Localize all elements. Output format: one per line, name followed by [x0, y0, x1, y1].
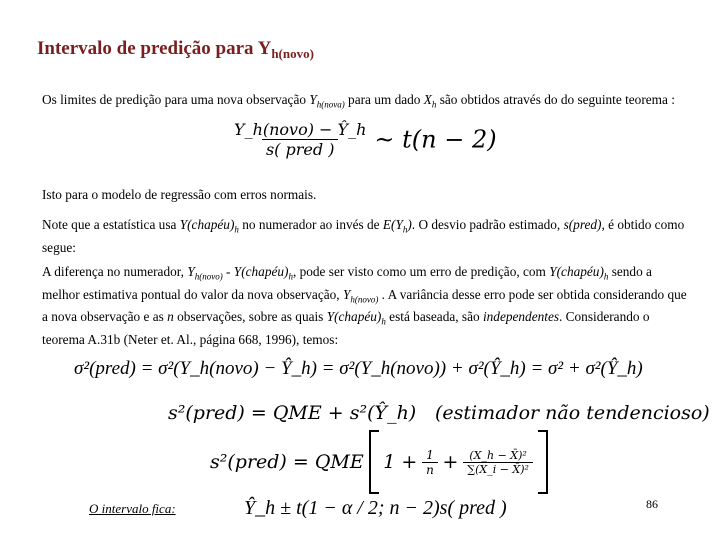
var-x: X: [423, 92, 432, 107]
var-sub: h(novo): [350, 294, 379, 305]
var-sub: h: [381, 316, 386, 327]
var-sub: h(nova): [316, 99, 345, 110]
spred-one-over-n: [422, 448, 438, 477]
var-y: Y: [342, 286, 351, 302]
var-eyh: E(Y: [382, 217, 403, 232]
text: . O desvio padrão estimado,: [411, 217, 564, 232]
text: . Considerando o teorema A.31b (Neter et. Al., página 668, 1996), temos:: [42, 309, 650, 347]
var-spred: s(pred): [563, 217, 602, 232]
fraction-numerator: (X_h − X̄)²: [469, 448, 527, 462]
spred-one: 1 +: [383, 451, 418, 473]
var-sub: h: [431, 99, 437, 110]
paragraph-note: [42, 216, 687, 256]
text: . A variância desse erro pode ser obtida considerando que a nova observação e as: [42, 286, 687, 325]
title-main: Intervalo de predição para Y: [37, 38, 272, 59]
var-yhat: Y(chapéu): [179, 217, 235, 232]
text: -: [222, 264, 234, 279]
text: Os limites de predição para uma nova observação: [42, 92, 310, 107]
paragraph-variance: [42, 263, 687, 348]
equation-variance: σ²(pred) = σ²(Y_h(novo) − Ŷ_h) = σ²(Y_h(novo)) + σ²(Ŷ_h) = σ² + σ²(Ŷ_h): [74, 358, 643, 379]
equation-interval: Ŷ_h ± t(1 − α / 2; n − 2)s( pred ): [244, 497, 507, 519]
slide-title: [37, 38, 314, 62]
equation-theorem: [230, 120, 497, 159]
spred-lhs: s²(pred) = QME: [210, 451, 364, 473]
text: Note que a estatística usa: [42, 217, 180, 232]
fraction-numerator: 1: [426, 447, 434, 462]
text: para um dado: [344, 92, 424, 107]
theorem-rhs: ~ t(n − 2): [374, 125, 497, 154]
var-n: n: [167, 309, 174, 325]
text: são obtidos através do do seguinte teorema :: [436, 92, 675, 107]
right-bracket: [538, 430, 548, 494]
var-yhat: Y(chapéu): [549, 264, 604, 279]
title-subscript: h(novo): [271, 46, 314, 61]
fraction-denominator: n: [422, 462, 438, 477]
spred-plus: +: [442, 451, 459, 473]
paragraph-normal-errors: Isto para o modelo de regressão com erros normais.: [42, 187, 317, 202]
var-yhat: Y(chapéu): [233, 264, 289, 279]
text: no numerador ao invés de: [238, 217, 383, 232]
fraction-numerator: Y_h(novo) − Ŷ_h: [234, 120, 367, 139]
paragraph-intro: [42, 91, 687, 114]
fraction-denominator: s( pred ): [262, 139, 338, 159]
var-y: Y: [187, 264, 195, 279]
var-y: Y: [309, 92, 317, 107]
equation-spred: [210, 430, 548, 494]
theorem-fraction: [230, 120, 370, 159]
text: observações, sobre as quais: [173, 309, 327, 325]
var-yhat: Y(chapéu): [326, 309, 382, 325]
var-sub: h(novo): [194, 271, 223, 282]
text: A diferença no numerador,: [42, 264, 188, 279]
var-sub: h: [603, 271, 609, 282]
equation-estimator: [168, 402, 710, 425]
text: , é obtido como segue:: [42, 217, 685, 255]
estimator-lhs: s²(pred) = QME + s²(Ŷ_h): [168, 402, 417, 424]
spred-big-fraction: [463, 449, 533, 476]
left-bracket: [369, 430, 379, 494]
text: está baseada, são: [385, 309, 483, 325]
var-eyh-end: ): [407, 217, 412, 232]
interval-link[interactable]: O intervalo fica:: [89, 501, 176, 516]
var-sub: h: [234, 224, 239, 235]
estimator-note: (estimador não tendencioso): [434, 402, 710, 424]
text: sendo a melhor estimativa pontual do valor da nova observação,: [42, 264, 652, 302]
var-sub: h: [402, 224, 408, 235]
emphasis-independentes: independentes: [482, 309, 560, 325]
page-number: 86: [646, 497, 658, 511]
text: , pode ser visto como um erro de predição, com: [292, 264, 550, 279]
var-sub: h: [288, 271, 293, 282]
fraction-denominator: ∑(X_i − X̄)²: [463, 462, 533, 476]
